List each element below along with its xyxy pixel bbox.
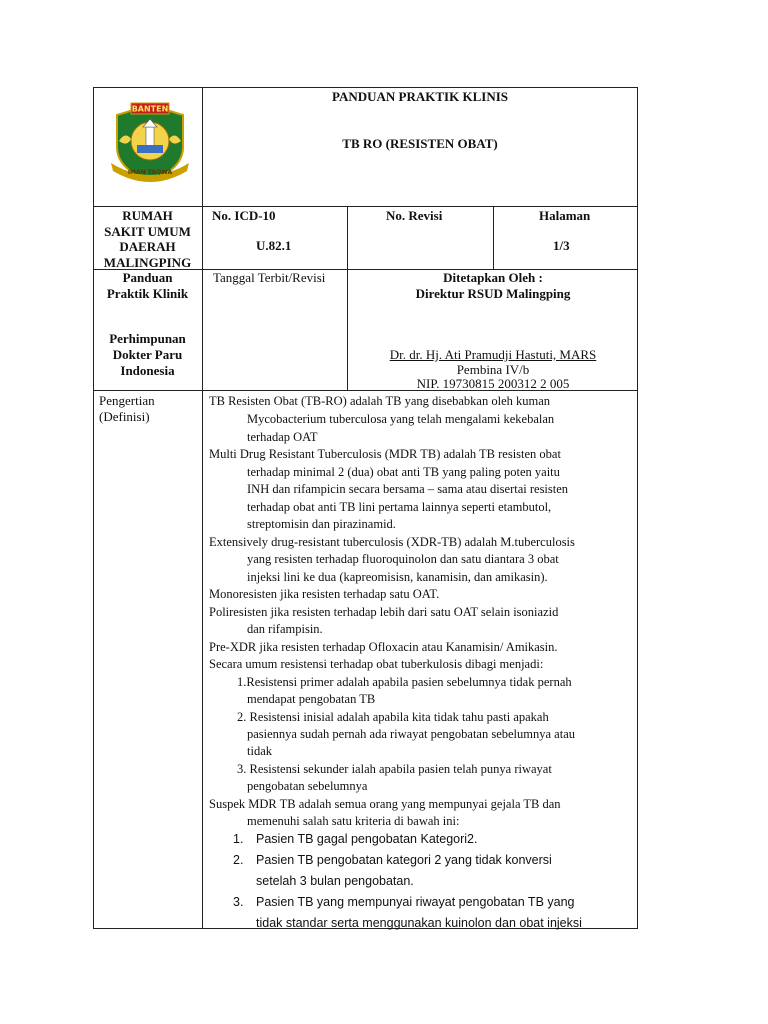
page-title-wrap [202, 87, 638, 152]
hospital-name-line: RUMAH [122, 208, 173, 223]
criteria-item-line: setelah 3 bulan pengobatan. [256, 874, 414, 888]
table-col-divider-3 [493, 206, 494, 270]
association-label-line: Dokter Paru [112, 347, 183, 362]
table-col-divider [202, 87, 203, 929]
definition-line: Mycobacterium tuberculosa yang telah mengalami kekebalan [247, 412, 555, 426]
criteria-item-line: Pasien TB yang mempunyai riwayat pengobatan TB yang [256, 895, 575, 909]
hospital-name-line: SAKIT UMUM [104, 223, 191, 239]
revisi-label: No. Revisi [386, 208, 443, 223]
criteria-item-line: tidak standar serta menggunakan kuinolon dan obat injeksi [256, 916, 582, 930]
guideline-label [93, 270, 202, 302]
halaman-value: 1/3 [553, 238, 570, 253]
guideline-label-line: Panduan [122, 270, 173, 285]
definition-line: Monoresisten jika resisten terhadap satu OAT. [209, 587, 440, 601]
director-label: Direktur RSUD Malingping [415, 286, 571, 301]
definition-line: terhadap obat anti TB lini pertama lainnya seperti etambutol, [247, 500, 552, 514]
document-table [93, 87, 638, 929]
table-rule-1 [93, 206, 638, 207]
signer-rank: Pembina IV/b [456, 362, 530, 377]
hospital-name [93, 208, 202, 270]
definition-line: terhadap minimal 2 (dua) obat anti TB yang paling poten yaitu [247, 465, 560, 479]
definition-line: INH dan rifampicin secara bersama – sama atau disertai resisten [247, 482, 569, 496]
criteria-item-line: Pasien TB pengobatan kategori 2 yang tidak konversi [256, 853, 552, 867]
page-subtitle: TB RO (RESISTEN OBAT) [342, 136, 498, 151]
association-label-line: Indonesia [120, 363, 175, 378]
definition-line: Multi Drug Resistant Tuberculosis (MDR TB) adalah TB resisten obat [209, 447, 561, 461]
tanggal-terbit-label: Tanggal Terbit/Revisi [213, 270, 326, 285]
definition-line: pasiennya sudah pernah ada riwayat pengobatan sebelumnya atau [247, 727, 575, 741]
icd-value: U.82.1 [256, 238, 292, 253]
definition-line: Secara umum resistensi terhadap obat tuberkulosis dibagi menjadi: [209, 657, 544, 671]
signer-nip: NIP. 19730815 200312 2 005 [416, 376, 570, 391]
definition-line: 3. Resistensi sekunder ialah apabila pasien telah punya riwayat [237, 762, 552, 776]
definition-label-line: (Definisi) [99, 409, 150, 424]
definition-line: Suspek MDR TB adalah semua orang yang mempunyai gejala TB dan [209, 797, 561, 811]
definition-line: mendapat pengobatan TB [247, 692, 376, 706]
banten-emblem-logo [109, 101, 191, 185]
definition-line: tidak [247, 744, 272, 758]
guideline-label-line: Praktik Klinik [106, 286, 189, 301]
definition-line: terhadap OAT [247, 430, 318, 444]
definition-line: 2. Resistensi inisial adalah apabila kita tidak tahu pasti apakah [237, 710, 549, 724]
definition-line: memenuhi salah satu kriteria di bawah ini: [247, 814, 460, 828]
definition-line: streptomisin dan pirazinamid. [247, 517, 396, 531]
signer-name: Dr. dr. Hj. Ati Pramudji Hastuti, MARS [389, 347, 597, 362]
table-border-right [637, 87, 638, 929]
definition-label-line: Pengertian [99, 393, 155, 408]
hospital-name-line: MALINGPING [103, 254, 192, 270]
definition-line: pengobatan sebelumnya [247, 779, 368, 793]
criteria-item-line: Pasien TB gagal pengobatan Kategori2. [256, 832, 478, 846]
definition-line: Extensively drug-resistant tuberculosis (XDR-TB) adalah M.tuberculosis [209, 535, 575, 549]
definition-line: yang resisten terhadap fluoroquinolon dan satu diantara 3 obat [247, 552, 559, 566]
definition-line: Poliresisten jika resisten terhadap lebih dari satu OAT selain isoniazid [209, 605, 559, 619]
definition-line: Pre-XDR jika resisten terhadap Ofloxacin atau Kanamisin/ Amikasin. [209, 640, 558, 654]
association-label-line: Perhimpunan [109, 331, 186, 346]
definition-label [99, 393, 155, 425]
association-label [93, 331, 202, 379]
page-title: PANDUAN PRAKTIK KLINIS [332, 89, 508, 104]
criteria-number: 3. [233, 895, 244, 909]
icd-label: No. ICD-10 [212, 208, 276, 223]
definition-line: TB Resisten Obat (TB-RO) adalah TB yang disebabkan oleh kuman [209, 394, 551, 408]
criteria-number: 1. [233, 832, 244, 846]
hospital-name-line: DAERAH [119, 239, 176, 254]
logo-text-top: BANTEN [131, 104, 169, 114]
criteria-number: 2. [233, 853, 244, 867]
definition-line: 1.Resistensi primer adalah apabila pasien sebelumnya tidak pernah [237, 675, 572, 689]
approved-by-label: Ditetapkan Oleh : [443, 270, 543, 285]
definition-line: dan rifampisin. [247, 622, 323, 636]
halaman-label: Halaman [539, 208, 591, 223]
definition-line: injeksi lini ke dua (kapreomisisn, kanamisin, dan amikasin). [247, 570, 548, 584]
logo-text-bottom: IMAN TAQWA [127, 169, 173, 176]
